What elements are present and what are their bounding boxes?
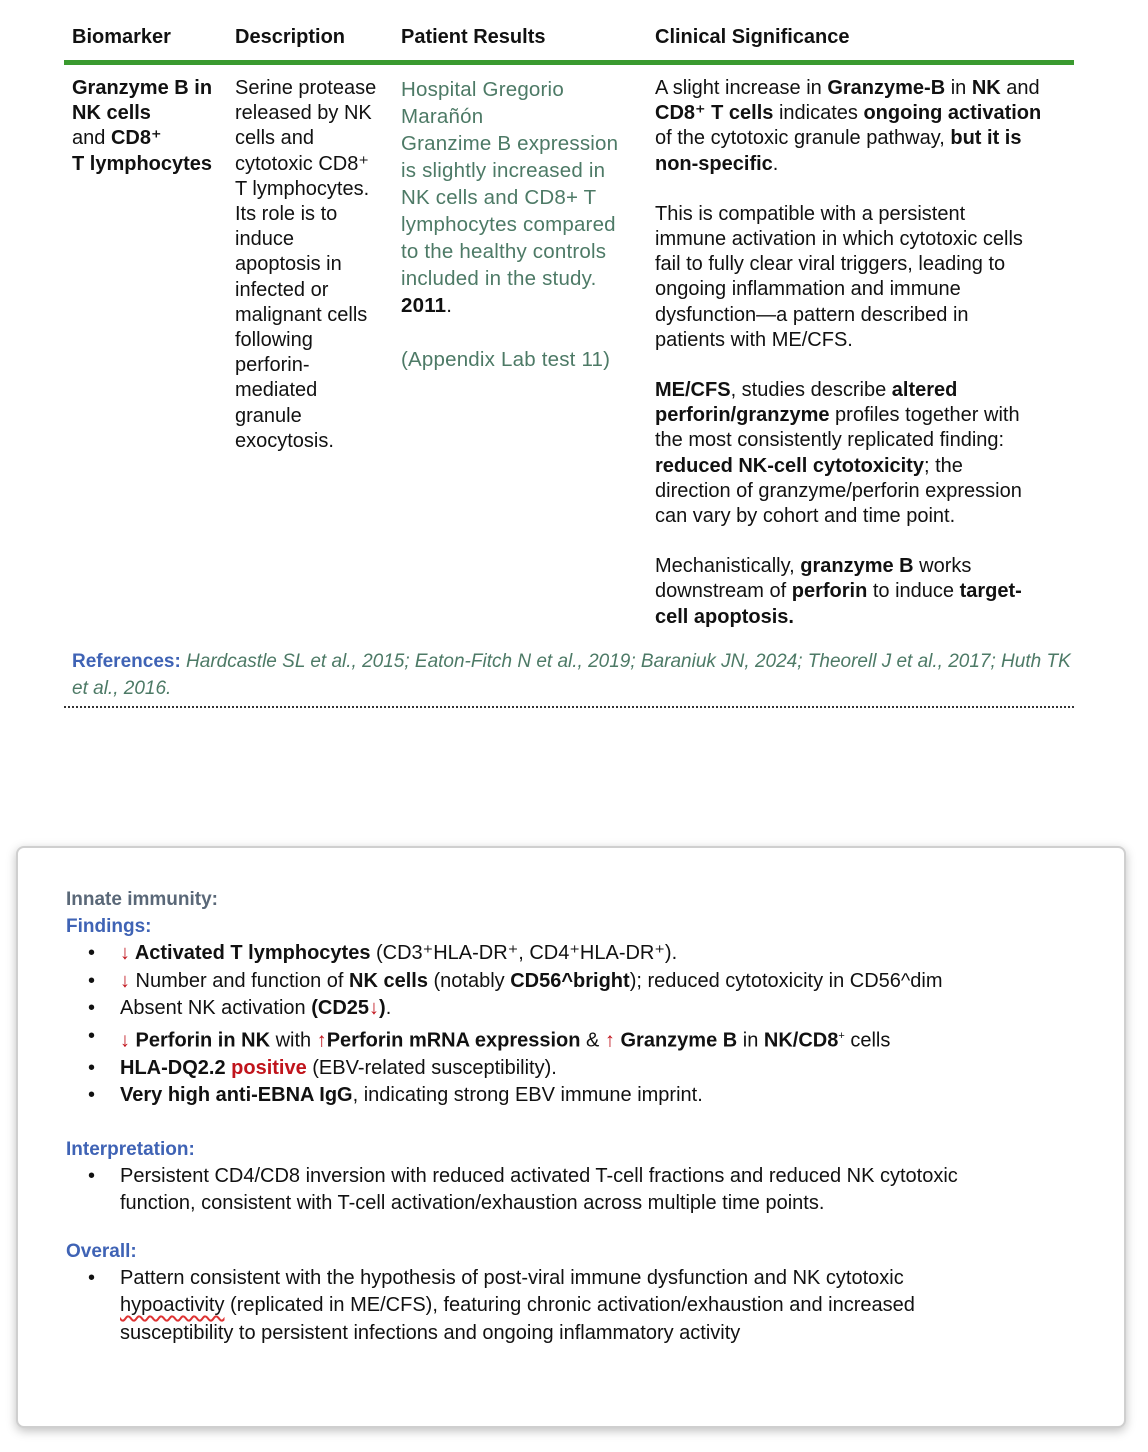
list-item: • Very high anti-EBNA IgG, indicating strong EBV immune imprint. (88, 1084, 703, 1107)
dotted-divider (64, 706, 1074, 708)
description-cell: Serine protease released by NK cells and cytotoxic CD8⁺ T lymphocytes. Its role is to induce apoptosis in infected or malignant cells following perforin- mediated granule exocytosis. (235, 77, 377, 452)
down-arrow-icon: ↓ (120, 969, 130, 992)
patient-results-cell: Hospital Gregorio Marañón Granzime B expression is slightly increased in NK cells and CD8+ T lymphocytes compared to the healthy controls included in the study. 2011. (Appendix Lab test 11) (401, 76, 646, 373)
list-item: • HLA-DQ2.2 positive (EBV-related susceptibility). (88, 1056, 557, 1079)
clinical-paragraph-4: Mechanistically, granzyme B works downstream of perforin to induce target- cell apoptosis. (655, 555, 1022, 628)
spelling-flag: hypoactivity (120, 1294, 225, 1317)
overall-list (66, 1265, 1106, 1348)
interpretation-list (66, 1163, 1106, 1218)
header-clinical-significance: Clinical Significance (655, 26, 850, 48)
down-arrow-icon: ↓ (120, 942, 130, 964)
references-text: Hardcastle SL et al., 2015; Eaton-Fitch N et al., 2019; Baraniuk JN, 2024; Theorell J et al., 2017; Huth TK et al., 2016. (72, 651, 1071, 699)
result-finding: Granzime B expression (401, 132, 619, 155)
biomarker-cell: Granzyme B in NK cells and CD8⁺ T lymphocytes (72, 77, 213, 175)
overall-title: Overall: (66, 1240, 137, 1262)
down-arrow-icon: ↓ (120, 1029, 130, 1052)
clinical-paragraph-1: A slight increase in Granzyme-B in NK and CD8⁺ T cells indicates ongoing activation of the cytotoxic granule pathway, but it is non-specific. (655, 77, 1042, 175)
list-item: • ↓ Perforin in NK with ↑Perforin mRNA expression & ↑ Granzyme B in NK/CD8+ cells (88, 1024, 891, 1052)
innate-immunity-title: Innate immunity: (66, 889, 219, 910)
up-arrow-icon: ↑ (316, 1029, 327, 1052)
up-arrow-icon: ↑ (604, 1029, 615, 1052)
result-year: 2011 (401, 294, 447, 317)
header-description: Description (235, 26, 346, 48)
down-arrow-icon: ↓ (369, 997, 380, 1019)
hospital-name: Hospital Gregorio (401, 78, 564, 101)
list-item: • Pattern consistent with the hypothesis of post-viral immune dysfunction and NK cytotoxic hypoactivity (replicated in ME/CFS), featuring chronic activation/exhaustion and increased susceptibility to persistent infections and ongoing inflammatory activity (88, 1266, 915, 1344)
list-item: • ↓ Activated T lymphocytes (CD3⁺HLA-DR⁺, CD4⁺HLA-DR⁺). (88, 942, 678, 964)
findings-title: Findings: (66, 916, 152, 937)
clinical-paragraph-2: This is compatible with a persistent immune activation in which cytotoxic cells fail to fully clear viral triggers, leading to ongoing inflammation and immune dysfunction—a pattern described in patients with ME/CFS. (655, 202, 1023, 351)
clinical-significance-cell (655, 76, 1070, 630)
references-label: References: (72, 651, 181, 672)
findings-list (66, 940, 1106, 1110)
interpretation-title: Interpretation: (66, 1138, 195, 1160)
list-item: • Absent NK activation (CD25↓). (88, 997, 392, 1019)
summary-card (16, 846, 1126, 1428)
list-item: • Persistent CD4/CD8 inversion with reduced activated T-cell fractions and reduced NK cytotoxic function, consistent with T-cell activation/exhaustion across multiple time points. (88, 1164, 958, 1215)
appendix-reference: (Appendix Lab test 11) (401, 348, 611, 371)
header-patient-results: Patient Results (401, 26, 546, 48)
header-divider (64, 60, 1074, 65)
references (72, 648, 1072, 702)
clinical-paragraph-3: ME/CFS, studies describe altered perforin/granzyme profiles together with the most consistently replicated finding: reduced NK-cell cytotoxicity; the direction of granzyme/perforin expression can vary by cohort and time point. (655, 379, 1022, 528)
header-biomarker: Biomarker (72, 26, 171, 48)
list-item: • ↓ Number and function of NK cells (notably CD56^bright); reduced cytotoxicity in CD56^dim (88, 969, 943, 992)
